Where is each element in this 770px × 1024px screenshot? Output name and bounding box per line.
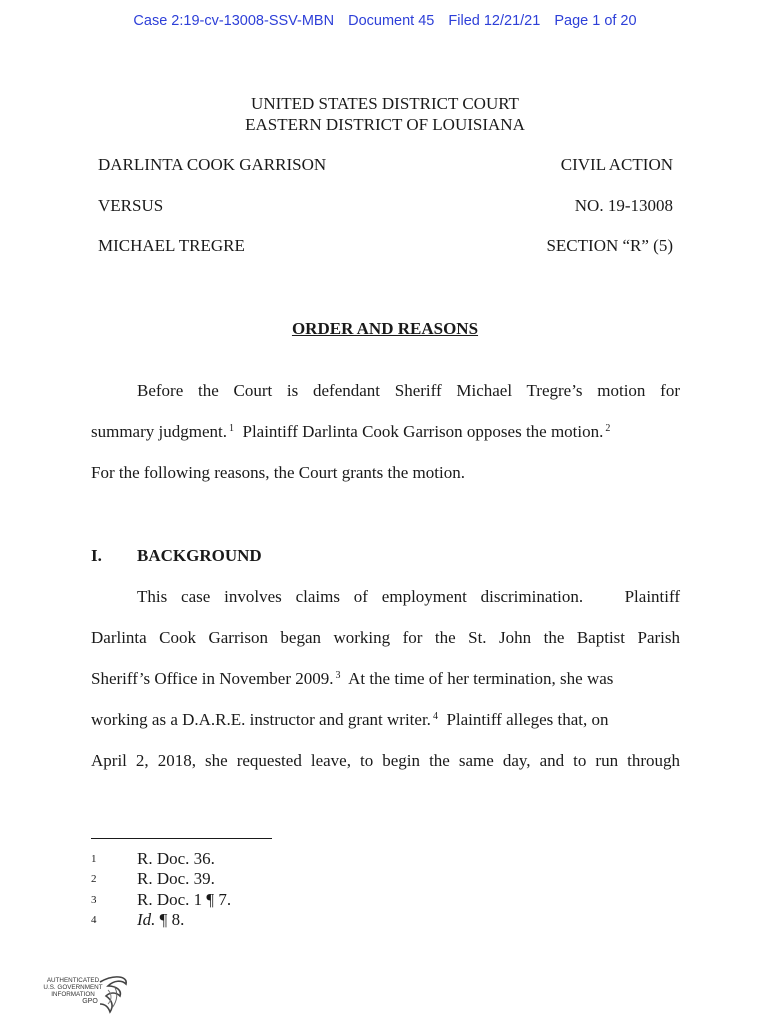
action-type: CIVIL ACTION [560, 155, 673, 174]
background-line2: Darlinta Cook Garrison began working for the St. John the Baptist Parish [91, 628, 680, 647]
court-section: SECTION “R” (5) [546, 236, 673, 255]
seal-line3: INFORMATION [51, 991, 95, 998]
background-line3 [91, 669, 680, 689]
plaintiff-name: DARLINTA COOK GARRISON [98, 155, 327, 174]
seal-line1: AUTHENTICATED [46, 977, 100, 984]
footnote-ref-2[interactable]: 2 [605, 423, 611, 434]
defendant-name: MICHAEL TREGRE [98, 236, 245, 255]
footnote-text-1: R. Doc. 36. [137, 849, 215, 868]
case-number: Case 2:19-cv-13008-SSV-MBN [133, 13, 335, 29]
intro-line2 [91, 422, 680, 442]
seal-line4: GPO [82, 998, 98, 1005]
intro-line2-part-b: Plaintiff Darlinta Cook Garrison opposes the motion. [242, 422, 604, 441]
intro-line1: Before the Court is defendant Sheriff Michael Tregre’s motion for [137, 381, 680, 400]
footnote-text-2: R. Doc. 39. [137, 869, 215, 888]
footnote-number-2: 2 [91, 873, 97, 885]
footnote-number-1: 1 [91, 853, 97, 865]
intro-line2-part-a: summary judgment. [91, 422, 227, 441]
background-line3-part-a: Sheriff’s Office in November 2009. [91, 669, 334, 688]
filed-date: Filed 12/21/21 [448, 13, 541, 29]
seal-line2: U.S. GOVERNMENT [43, 984, 103, 991]
background-line4-part-b: Plaintiff alleges that, on [446, 710, 609, 729]
footnote-text-3: R. Doc. 1 ¶ 7. [137, 890, 232, 909]
gpo-authentication-seal [42, 974, 132, 1018]
court-name-line2: EASTERN DISTRICT OF LOUISIANA [245, 115, 525, 134]
footnote-number-3: 3 [91, 894, 97, 906]
footnote-divider [91, 838, 272, 839]
footnote-ref-3[interactable]: 3 [335, 670, 341, 681]
footnote-ref-4[interactable]: 4 [432, 711, 438, 722]
case-docket-number: NO. 19-13008 [574, 196, 673, 215]
footnote-4-rest: ¶ 8. [159, 910, 185, 929]
document-title: ORDER AND REASONS [291, 319, 479, 338]
court-name-line1: UNITED STATES DISTRICT COURT [251, 94, 519, 113]
page-indicator: Page 1 of 20 [554, 13, 637, 29]
filing-stamp [0, 13, 770, 29]
intro-line3: For the following reasons, the Court grants the motion. [91, 463, 465, 482]
footnote-number-4: 4 [91, 914, 97, 926]
background-line3-part-b: At the time of her termination, she was [348, 669, 614, 688]
background-line5: April 2, 2018, she requested leave, to begin the same day, and to run through [91, 751, 680, 770]
background-line4 [91, 710, 680, 730]
footnote-ref-1[interactable]: 1 [228, 423, 234, 434]
background-line4-part-a: working as a D.A.R.E. instructor and grant writer. [91, 710, 431, 729]
footnote-4-italic: Id. [137, 910, 156, 929]
section-number: I. [91, 546, 102, 565]
footnote-text-4 [137, 910, 184, 930]
eagle-icon [42, 974, 132, 1018]
versus-label: VERSUS [98, 196, 164, 215]
document-number: Document 45 [348, 13, 435, 29]
section-heading: BACKGROUND [137, 546, 262, 565]
background-line1: This case involves claims of employment discrimination. Plaintiff [137, 587, 680, 606]
